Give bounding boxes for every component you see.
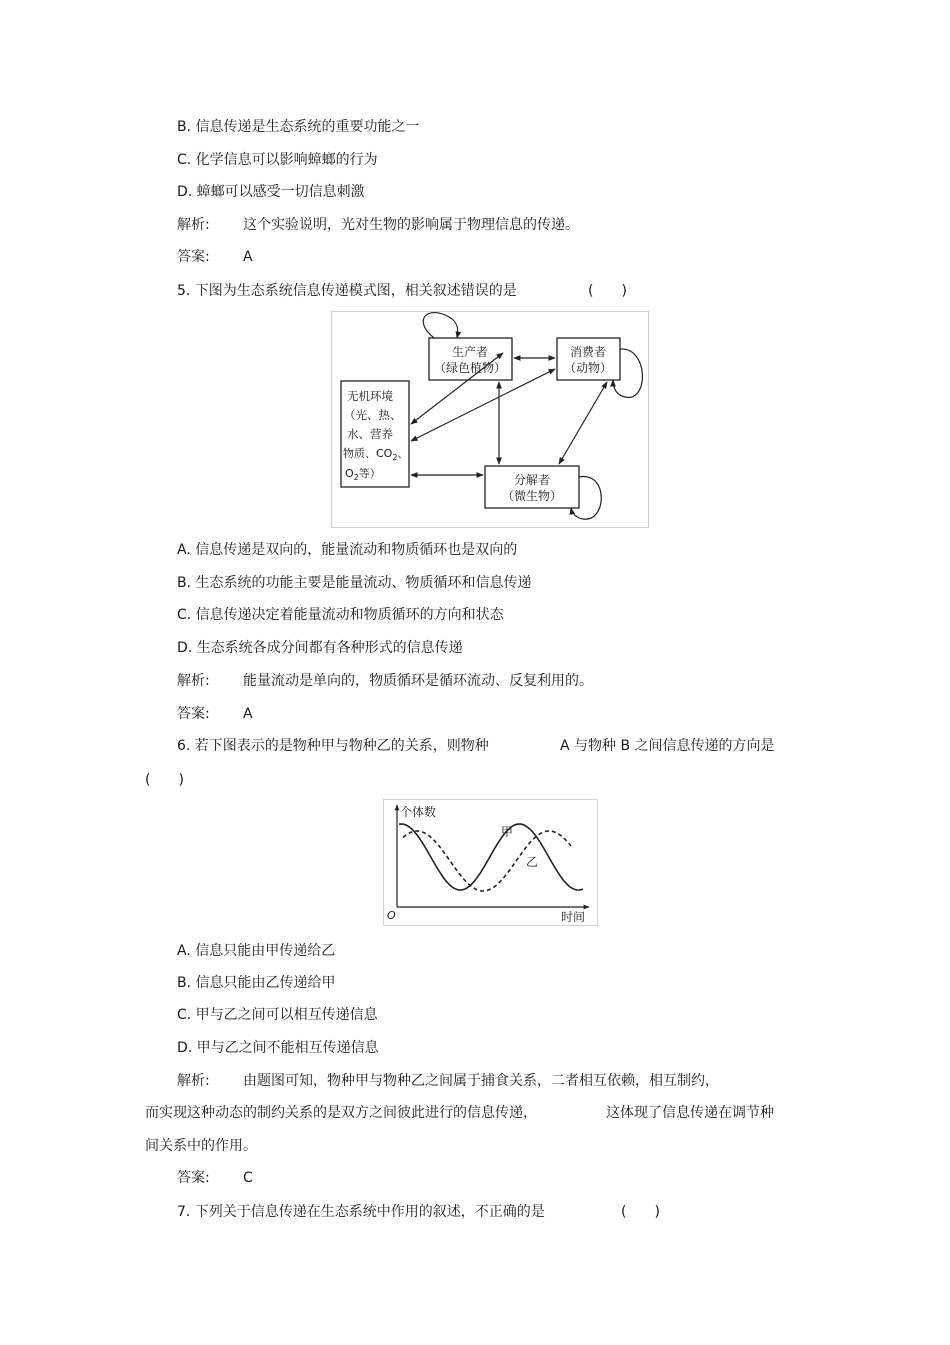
env-line-2: （光、热、 (344, 408, 402, 422)
q4-analysis (177, 215, 579, 235)
analysis-text: 能量流动是单向的，物质循环是循环流动、反复利用的。 (243, 673, 593, 689)
producer-subtitle: （绿色植物） (433, 361, 507, 375)
q5-option-d: D. 生态系统各成分间都有各种形式的信息传递 (177, 640, 463, 656)
q6-analysis-line3: 间关系中的作用。 (145, 1138, 257, 1154)
env-line-4: 物质、$CO_2$、 (343, 447, 409, 462)
q4-option-b: B. 信息传递是生态系统的重要功能之一 (177, 119, 420, 135)
q4-option-d: D. 蟑螂可以感受一切信息刺激 (177, 184, 365, 200)
x-axis-label: 时间 (561, 910, 586, 924)
decomposer-title: 分解者 (513, 473, 551, 487)
q5-analysis (177, 671, 593, 691)
analysis-text: 这个实验说明，光对生物的影响属于物理信息的传递。 (243, 217, 579, 233)
q5-answer (177, 704, 253, 724)
analysis-text: 由题图可知，物种甲与物种乙之间属于捕食关系，二者相互依赖，相互制约， (243, 1073, 719, 1089)
q6-stem-part1: 6. 若下图表示的是物种甲与物种乙的关系，则物种 (177, 738, 489, 754)
y-axis-label: 个体数 (400, 805, 437, 819)
answer-label: 答案: (177, 706, 210, 722)
q6-option-d: D. 甲与乙之间不能相互传递信息 (177, 1040, 379, 1056)
env-line-5: $O_2$等） (345, 467, 381, 482)
analysis-label: 解析: (177, 673, 210, 689)
q4-option-c: C. 化学信息可以影响蟑螂的行为 (177, 152, 378, 168)
q6-option-c: C. 甲与乙之间可以相互传递信息 (177, 1007, 378, 1023)
q6-analysis-line2a: 而实现这种动态的制约关系的是双方之间彼此进行的信息传递， (145, 1105, 537, 1121)
q6-option-b: B. 信息只能由乙传递给甲 (177, 975, 336, 991)
series-jia-label: 甲 (501, 825, 514, 839)
env-line-1: 无机环境 (347, 389, 393, 403)
origin-label: O (387, 909, 396, 922)
answer-label: 答案: (177, 249, 210, 265)
answer-value: C (243, 1170, 253, 1186)
population-chart (383, 799, 599, 927)
answer-value: A (243, 249, 253, 265)
q6-answer (177, 1168, 253, 1188)
q4-answer (177, 247, 253, 267)
q7-stem: 7. 下列关于信息传递在生态系统中作用的叙述，不正确的是 (177, 1204, 545, 1220)
answer-label: 答案: (177, 1170, 210, 1186)
q5-option-a: A. 信息传递是双向的，能量流动和物质循环也是双向的 (177, 542, 518, 558)
q7-paren: ( ) (621, 1204, 660, 1220)
q5-option-b: B. 生态系统的功能主要是能量流动、物质循环和信息传递 (177, 575, 532, 591)
consumer-subtitle: （动物） (563, 361, 613, 375)
series-yi-label: 乙 (526, 855, 539, 869)
answer-value: A (243, 706, 253, 722)
q5-stem: 5. 下图为生态系统信息传递模式图，相关叙述错误的是 (177, 283, 517, 299)
q6-analysis-line2b: 这体现了信息传递在调节种 (606, 1105, 774, 1121)
q6-option-a: A. 信息只能由甲传递给乙 (177, 943, 336, 959)
decomposer-subtitle: （微生物） (501, 489, 563, 503)
env-line-3: 水、营养 (347, 427, 393, 441)
ecosystem-info-diagram (331, 311, 651, 529)
q6-stem-part2: A 与物种 B 之间信息传递的方向是 (560, 738, 775, 754)
q5-option-c: C. 信息传递决定着能量流动和物质循环的方向和状态 (177, 607, 504, 623)
q5-paren: ( ) (588, 283, 627, 299)
producer-title: 生产者 (451, 345, 489, 359)
analysis-label: 解析: (177, 1073, 210, 1089)
analysis-label: 解析: (177, 217, 210, 233)
consumer-title: 消费者 (569, 345, 607, 359)
q6-analysis-line1 (177, 1071, 719, 1091)
q6-paren: ( ) (145, 772, 184, 788)
